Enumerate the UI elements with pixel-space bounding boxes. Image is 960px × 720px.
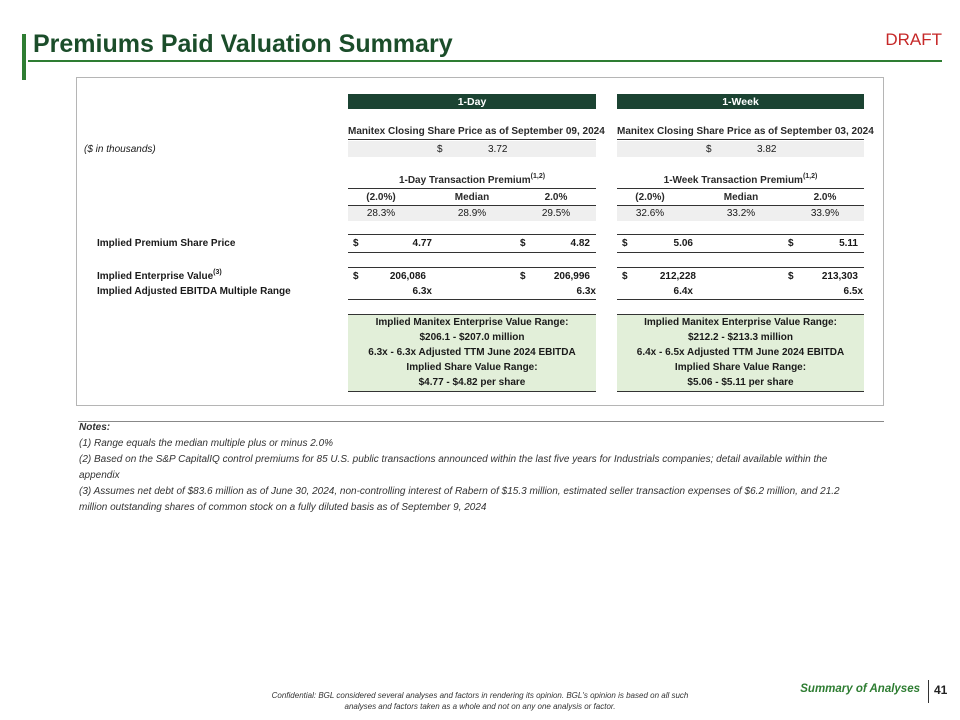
rule [348, 267, 596, 268]
week-share-high: 5.11 [839, 238, 858, 249]
week-prem-mid: 33.2% [726, 208, 756, 219]
rule [617, 299, 864, 300]
week-share-high-dollar: $ [788, 238, 794, 249]
units-note: ($ in thousands) [84, 144, 156, 155]
day-share-low-dollar: $ [353, 238, 359, 249]
rule [348, 299, 596, 300]
day-share-low: 4.77 [412, 238, 432, 249]
week-ev-low-dollar: $ [622, 271, 628, 282]
week-mult-low: 6.4x [673, 286, 693, 297]
notes [79, 420, 869, 516]
week-closing-dollar: $ [706, 144, 712, 155]
day-ev-high: 206,996 [553, 271, 590, 282]
footer-divider [928, 680, 929, 703]
rule [348, 391, 596, 392]
day-summary-box [348, 315, 596, 391]
confidential-note: Confidential: BGL considered several analyses and factors in rendering its opinion. BGL's opinion is based on all such analyses and factors taken as a whole and not on any one analysis or factor. [271, 691, 689, 711]
draft-label: DRAFT [885, 30, 942, 49]
day-box-line: $4.77 - $4.82 per share [418, 377, 526, 388]
week-box-line: $212.2 - $213.3 million [687, 332, 794, 343]
week-ev-low: 212,228 [659, 271, 696, 282]
day-ev-high-dollar: $ [520, 271, 526, 282]
day-prem-low: 28.3% [366, 208, 396, 219]
day-mult-low: 6.3x [412, 286, 432, 297]
title-divider [28, 60, 942, 62]
day-ev-low-dollar: $ [353, 271, 359, 282]
week-col-high: 2.0% [813, 192, 837, 203]
week-box-line: Implied Share Value Range: [674, 362, 807, 373]
week-box-line: 6.4x - 6.5x Adjusted TTM June 2024 EBITDA [636, 347, 845, 358]
week-ev-high: 213,303 [821, 271, 858, 282]
day-closing-row [348, 141, 596, 157]
day-closing-dollar: $ [437, 144, 443, 155]
day-closing-value: 3.72 [488, 144, 508, 155]
day-col-low: (2.0%) [366, 192, 396, 203]
week-box-line: $5.06 - $5.11 per share [687, 377, 794, 388]
page-number: 41 [934, 683, 948, 697]
rule [617, 188, 864, 189]
week-ev-high-dollar: $ [788, 271, 794, 282]
week-prem-low: 32.6% [635, 208, 665, 219]
week-mult-high: 6.5x [843, 286, 863, 297]
day-box-line: 6.3x - 6.3x Adjusted TTM June 2024 EBITDA [368, 347, 576, 358]
day-share-high-dollar: $ [520, 238, 526, 249]
rule [348, 234, 596, 235]
note-item: (3) Assumes net debt of $83.6 million as of June 30, 2024, non-controlling interest of Rabern of $15.3 million, estimated seller transaction expenses of $6.2 million, and 21.2 million outstanding shares of common stock on a fully diluted basis as of September 9, 2024 [79, 486, 840, 513]
note-item: (1) Range equals the median multiple plus or minus 2.0% [79, 438, 334, 449]
row-label-multiple: Implied Adjusted EBITDA Multiple Range [97, 286, 291, 297]
rule [348, 188, 596, 189]
rule [617, 267, 864, 268]
rule [617, 391, 864, 392]
day-col-mid: Median [454, 192, 490, 203]
day-premium-title: 1-Day Transaction Premium$^{(1,2)}$ [398, 173, 546, 186]
day-box-line: Implied Share Value Range: [406, 362, 538, 373]
band-1-week: 1-Week [617, 94, 864, 109]
day-share-high: 4.82 [570, 238, 590, 249]
day-prem-mid: 28.9% [457, 208, 487, 219]
week-prem-high: 33.9% [810, 208, 840, 219]
day-closing-label: Manitex Closing Share Price as of September 09, 2024 [348, 126, 605, 137]
week-box-line: Implied Manitex Enterprise Value Range: [644, 317, 837, 328]
week-closing-row [617, 141, 864, 157]
rule [617, 252, 864, 253]
page-title: Premiums Paid Valuation Summary [33, 30, 453, 58]
week-col-mid: Median [723, 192, 759, 203]
rule [617, 139, 864, 140]
week-premium-title: 1-Week Transaction Premium$^{(1,2)}$ [663, 173, 818, 186]
notes-heading: Notes: [79, 422, 111, 433]
week-summary-box [617, 315, 864, 391]
week-share-low: 5.06 [673, 238, 693, 249]
day-mult-high: 6.3x [576, 286, 596, 297]
rule [617, 234, 864, 235]
section-name: Summary of Analyses [800, 683, 920, 695]
note-item: (2) Based on the S&P CapitalIQ control premiums for 85 U.S. public transactions announced within the last five years for Industrials companies; detail available within the appendix [79, 454, 828, 481]
day-box-line: $206.1 - $207.0 million [419, 332, 525, 343]
title-accent-bar [22, 34, 26, 80]
rule [348, 139, 596, 140]
row-label-share-price: Implied Premium Share Price [97, 238, 236, 249]
day-ev-low: 206,086 [389, 271, 426, 282]
day-col-high: 2.0% [544, 192, 568, 203]
band-1-day: 1-Day [348, 94, 596, 109]
row-label-ev: Implied Enterprise Value$^{(3)}$ [97, 269, 222, 282]
week-closing-value: 3.82 [757, 144, 777, 155]
week-col-low: (2.0%) [635, 192, 665, 203]
rule [348, 252, 596, 253]
week-closing-label: Manitex Closing Share Price as of September 03, 2024 [617, 126, 874, 137]
day-prem-high: 29.5% [541, 208, 571, 219]
day-box-line: Implied Manitex Enterprise Value Range: [375, 317, 569, 328]
week-share-low-dollar: $ [622, 238, 628, 249]
